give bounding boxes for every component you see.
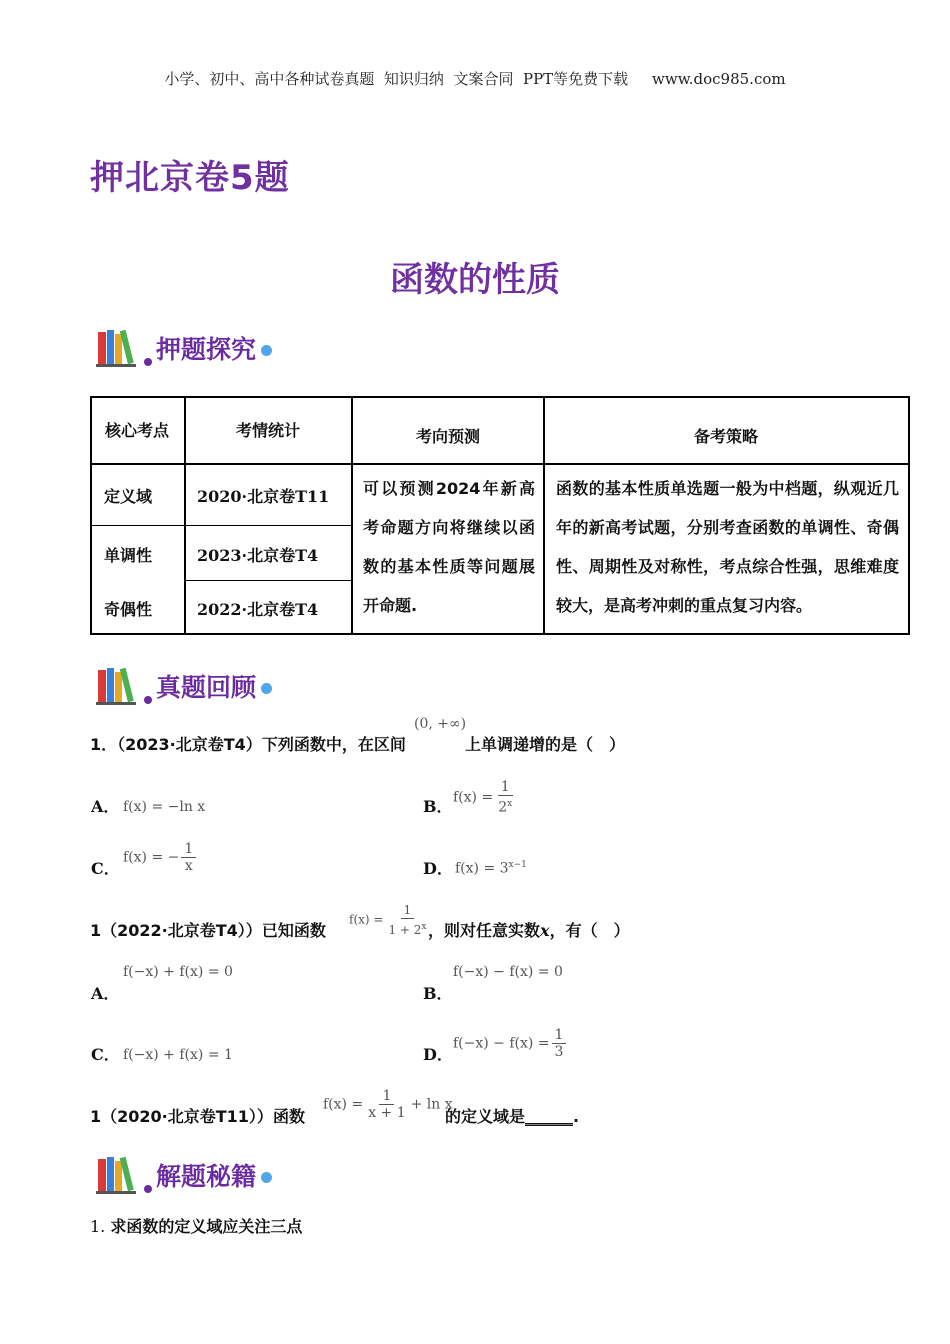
books-icon — [96, 666, 154, 706]
table-cell-stat: 2022·北京卷T4 — [197, 600, 319, 619]
question-text: ，则对任意实数x，有（ ） — [428, 921, 630, 940]
table-header: 考向预测 — [416, 427, 481, 446]
question-text: 函数 — [272, 1107, 305, 1126]
section-label: 押题探究 — [156, 335, 257, 364]
math-option: f(x) = $\frac{1}{2^x}$ — [453, 779, 513, 816]
option-label: C． — [91, 1045, 120, 1064]
page-header: 小学、初中、高中各种试卷真题 知识归纳 文案合同 PPT等免费下载 www.doc985.com — [164, 70, 786, 88]
answer-blank: ______ — [525, 1107, 574, 1126]
question-source: （2022·北京卷T4）） — [101, 921, 262, 940]
table-border — [90, 633, 910, 635]
table-border — [184, 396, 186, 635]
tip-heading: 1. 求函数的定义域应关注三点 — [90, 1217, 303, 1236]
question-source: （2023·北京卷T4） — [117, 735, 262, 754]
table-border — [543, 396, 545, 635]
question-text: 已知函数 — [261, 921, 326, 940]
math-interval: (0, +∞) — [414, 716, 467, 732]
dot-icon — [261, 1172, 272, 1183]
math-option: f(x) = − $\frac{1}{x}$ — [123, 841, 198, 874]
table-cell-topic: 奇偶性 — [104, 600, 153, 619]
table-header: 考情统计 — [236, 421, 301, 440]
math-option: f(−x) − f(x) = 0 — [453, 964, 563, 980]
math-option: f(x) = −ln x — [123, 799, 206, 815]
table-border — [908, 396, 910, 635]
table-border — [351, 396, 353, 635]
question-number: 1 — [90, 1107, 102, 1126]
question-text: 的定义域是______. — [445, 1107, 580, 1126]
table-cell-stat: 2020·北京卷T11 — [197, 487, 330, 506]
math-function: f(x) = $\frac{1}{1 + 2^x}$ — [349, 903, 427, 937]
math-option: $f(x) = 3^{x-1}$ — [455, 860, 527, 877]
option-label: A． — [91, 797, 120, 816]
math-option: f(−x) + f(x) = 0 — [123, 964, 233, 980]
section-heading-2 — [96, 664, 272, 708]
table-border — [90, 396, 92, 635]
table-header: 备考策略 — [694, 427, 759, 446]
question-number: 1． — [90, 735, 118, 754]
option-label: B． — [423, 797, 453, 816]
table-border — [184, 580, 352, 581]
table-header: 核心考点 — [105, 421, 170, 440]
table-border — [90, 463, 910, 465]
math-function: f(x) = $\frac{1}{x + 1}$ + ln x — [323, 1088, 453, 1121]
dot-icon — [261, 345, 272, 356]
table-border — [90, 525, 352, 526]
table-cell-strategy: 函数的基本性质单选题一般为中档题，纵观近几年的新高考试题，分别考查函数的单调性、奇偶性、周期性及对称性，考点综合性强，思维难度较大，是高考冲刺的重点复习内容。 — [556, 479, 899, 615]
question-text: 下列函数中，在区间 — [261, 735, 406, 754]
dot-icon — [261, 683, 272, 694]
section-label: 真题回顾 — [156, 673, 257, 702]
section-heading-1 — [96, 326, 272, 370]
option-label: B． — [423, 984, 453, 1003]
question-text: 上单调递增的是（ ） — [465, 735, 626, 754]
section-label: 解题秘籍 — [156, 1162, 257, 1191]
books-icon — [96, 328, 154, 368]
question-number: 1 — [90, 921, 102, 940]
table-border — [90, 396, 910, 398]
main-title: 押北京卷5题 — [90, 158, 290, 198]
sub-title: 函数的性质 — [390, 260, 560, 300]
books-icon — [96, 1155, 154, 1195]
table-cell-stat: 2023·北京卷T4 — [197, 546, 319, 565]
question-3 — [90, 1104, 305, 1127]
question-source: （2020·北京卷T11）） — [101, 1107, 273, 1126]
math-option: f(−x) + f(x) = 1 — [123, 1047, 233, 1063]
table-cell-prediction: 可以预测2024年新高考命题方向将继续以函数的基本性质等问题展开命题. — [363, 479, 535, 615]
question-1 — [90, 732, 406, 755]
table-cell-topic: 定义域 — [104, 487, 153, 506]
table-cell-topic: 单调性 — [104, 546, 153, 565]
question-2 — [90, 918, 326, 941]
option-label: D． — [423, 859, 453, 878]
option-label: A． — [91, 984, 120, 1003]
math-option: f(−x) − f(x) = $\frac{1}{3}$ — [453, 1027, 568, 1060]
option-label: C． — [91, 859, 120, 878]
section-heading-3 — [96, 1153, 272, 1197]
option-label: D． — [423, 1045, 453, 1064]
